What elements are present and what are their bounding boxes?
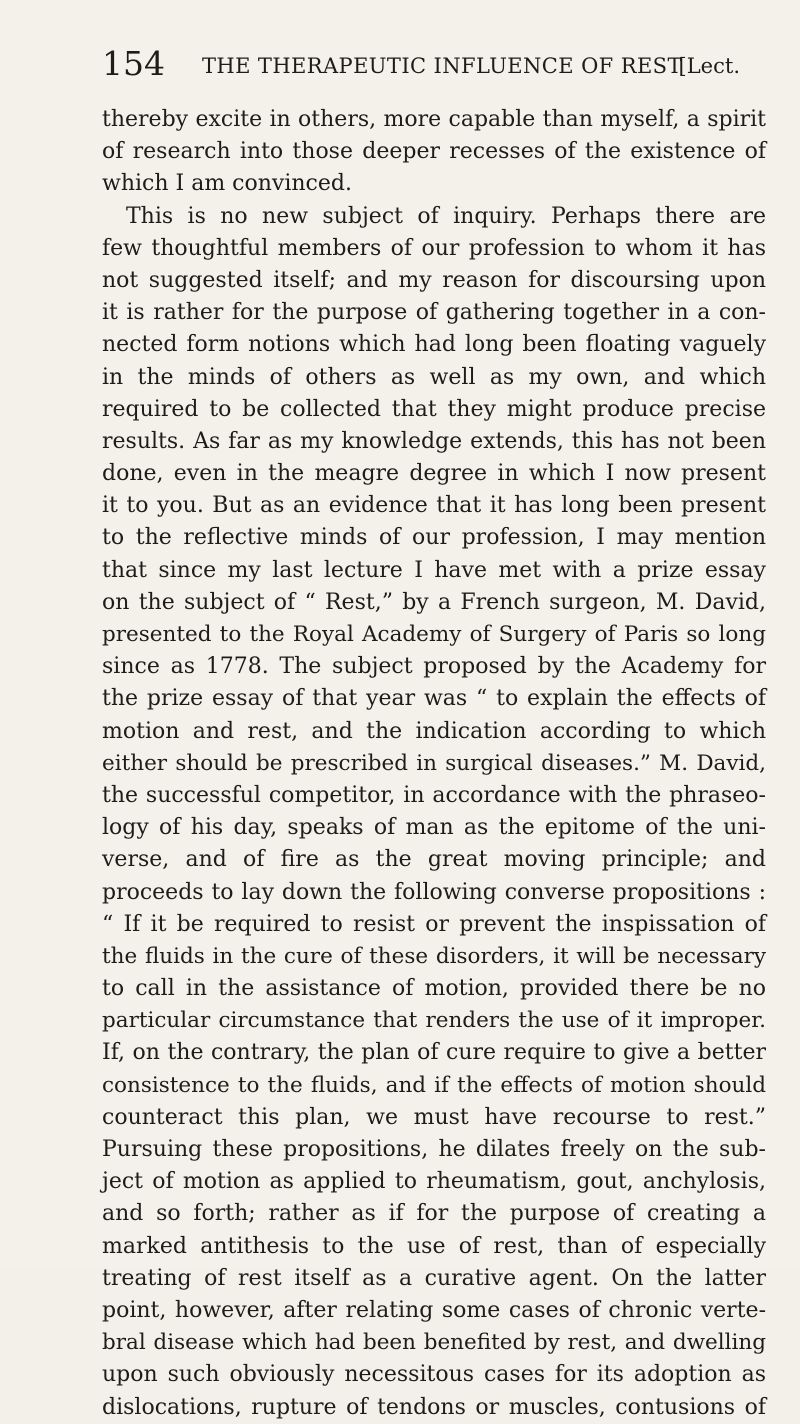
text-line: which I am convinced.	[102, 171, 352, 197]
text-line: the prize essay of that year was “ to explain the effects of	[102, 686, 766, 712]
text-line: “ If it be required to resist or prevent the inspissation of	[102, 911, 766, 937]
text-line: and so forth; rather as if for the purpose of creating a	[102, 1201, 766, 1227]
text-line: the successful competitor, in accordance with the phraseo-	[102, 782, 766, 808]
page-number: 154	[102, 44, 165, 83]
text-line: in the minds of others as well as my own, and which	[102, 364, 766, 390]
text-line: Pursuing these propositions, he dilates freely on the sub-	[102, 1137, 766, 1162]
text-line: point, however, after relating some cases of chronic verte-	[102, 1297, 766, 1323]
text-line: nected form notions which had long been floating vaguely	[102, 332, 766, 358]
text-line: results. As far as my knowledge extends, this has not been	[102, 428, 766, 454]
text-line: counteract this plan, we must have recourse to rest.”	[102, 1104, 766, 1130]
text-line: dislocations, rupture of tendons or muscles, contusions of	[102, 1394, 766, 1420]
text-line: thereby excite in others, more capable than myself, a spirit	[102, 107, 766, 132]
text-line: particular circumstance that renders the use of it improper.	[102, 1008, 766, 1034]
text-line: either should be prescribed in surgical diseases.” M. David,	[102, 750, 766, 776]
text-line: marked antithesis to the use of rest, than of especially	[102, 1233, 766, 1259]
running-head	[100, 42, 740, 86]
text-line: done, even in the meagre degree in which I now present	[102, 461, 766, 487]
text-line: it is rather for the purpose of gathering together in a con-	[102, 300, 766, 326]
text-line: on the subject of “ Rest,” by a French surgeon, M. David,	[102, 589, 766, 615]
text-line: logy of his day, speaks of man as the epitome of the uni-	[102, 815, 766, 841]
text-line: upon such obviously necessitous cases for its adoption as	[102, 1362, 766, 1388]
running-title: THE THERAPEUTIC INFLUENCE OF REST	[202, 54, 682, 78]
text-line: consistence to the fluids, and if the effects of motion should	[102, 1072, 766, 1098]
text-line: This is no new subject of inquiry. Perhaps there are	[126, 203, 766, 229]
text-line: it to you. But as an evidence that it has long been present	[102, 493, 766, 519]
text-line: presented to the Royal Academy of Surgery of Paris so long	[102, 622, 766, 647]
body-text	[102, 104, 766, 1424]
text-line: to the reflective minds of our profession, I may mention	[102, 525, 766, 551]
text-line: bral disease which had been benefited by rest, and dwelling	[102, 1330, 766, 1356]
text-line: ject of motion as applied to rheumatism, gout, anchylosis,	[102, 1169, 766, 1195]
text-line: the fluids in the cure of these disorders, it will be necessary	[102, 943, 766, 969]
text-line: motion and rest, and the indication according to which	[102, 718, 766, 744]
text-line: proceeds to lay down the following converse propositions :	[102, 879, 766, 905]
text-line: of research into those deeper recesses of the existence of	[102, 139, 766, 165]
text-line: that since my last lecture I have met with a prize essay	[102, 557, 766, 583]
text-line: not suggested itself; and my reason for discoursing upon	[102, 267, 766, 293]
text-line: treating of rest itself as a curative agent. On the latter	[102, 1265, 766, 1291]
text-line: since as 1778. The subject proposed by the Academy for	[102, 654, 766, 680]
lecture-label: [Lect.	[678, 54, 740, 78]
text-line: required to be collected that they might produce precise	[102, 396, 766, 422]
text-line: verse, and of fire as the great moving principle; and	[102, 847, 766, 873]
text-line: to call in the assistance of motion, provided there be no	[102, 976, 766, 1002]
text-line: If, on the contrary, the plan of cure require to give a better	[102, 1040, 766, 1066]
text-line: few thoughtful members of our profession to whom it has	[102, 235, 766, 261]
